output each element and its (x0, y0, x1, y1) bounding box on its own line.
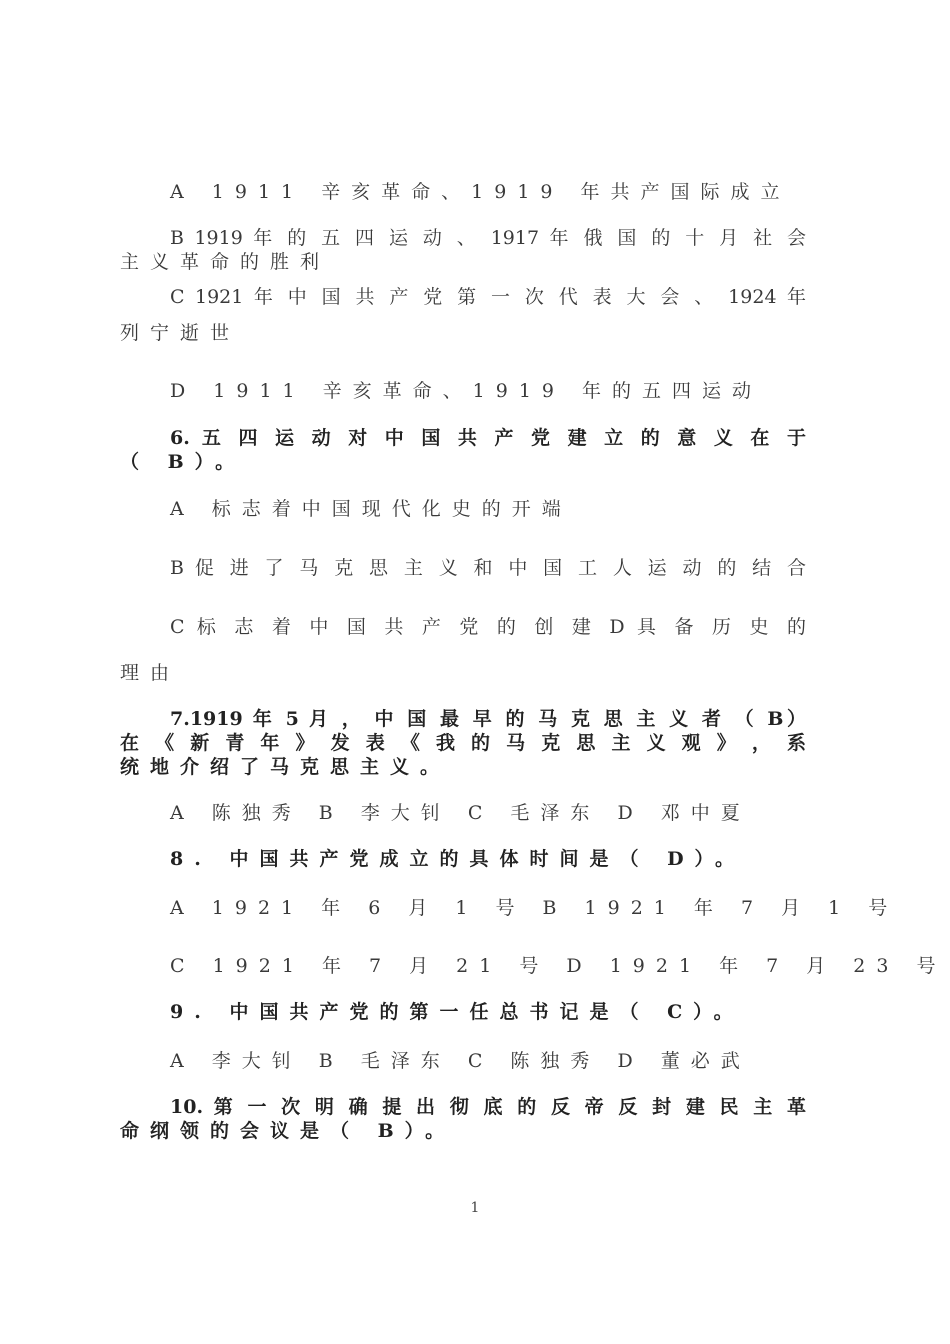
question-9: 9. 中国共产党的第一任总书记是（ C）。 (170, 1001, 744, 1023)
question-6: 6. 五 四 运 动 对 中 国 共 产 党 建 立 的 意 义 在 于 (170, 427, 806, 449)
question-6-cont: （ B）。 (120, 451, 246, 473)
option-6d-cont: 理由 (120, 662, 181, 684)
question-8: 8. 中国共产党成立的具体时间是（ D）。 (170, 848, 746, 870)
option-5c-cont: 列宁逝世 (120, 322, 241, 344)
question-10-cont: 命纲领的会议是（ B）。 (120, 1120, 456, 1142)
options-7: A 陈独秀 B 李大钊 C 毛泽东 D 邓中夏 (170, 802, 751, 824)
option-5c: C 1921 年 中 国 共 产 党 第 一 次 代 表 大 会 、 1924 年 (170, 286, 806, 308)
option-5b-cont: 主义革命的胜利 (120, 251, 331, 273)
options-8-cd: C 1921 年 7 月 21 号 D 1921 年 7 月 23 号 (170, 955, 947, 977)
option-5b: B 1919 年 的 五 四 运 动 、 1917 年 俄 国 的 十 月 社 会 (170, 227, 806, 249)
option-6c-6d: C 标 志 着 中 国 共 产 党 的 创 建 D 具 备 历 史 的 (170, 616, 806, 638)
question-7: 7.1919 年 5 月 ， 中 国 最 早 的 马 克 思 主 义 者 （ B） (170, 708, 806, 730)
option-5d: D 1911 辛亥革命、1919 年的五四运动 (170, 380, 763, 402)
option-6b: B 促 进 了 马 克 思 主 义 和 中 国 工 人 运 动 的 结 合 (170, 557, 806, 579)
option-5a: A 1911 辛亥革命、1919 年共产国际成立 (170, 181, 791, 203)
option-6a: A 标志着中国现代化史的开端 (170, 498, 572, 520)
question-7-cont-1: 在 《 新 青 年 》 发 表 《 我 的 马 克 思 主 义 观 》 ， 系 (120, 732, 806, 754)
options-8-ab: A 1921 年 6 月 1 号 B 1921 年 7 月 1 号 (170, 897, 899, 919)
question-10: 10. 第 一 次 明 确 提 出 彻 底 的 反 帝 反 封 建 民 主 革 (170, 1096, 806, 1118)
options-9: A 李大钊 B 毛泽东 C 陈独秀 D 董必武 (170, 1050, 751, 1072)
question-7-cont-2: 统地介绍了马克思主义。 (120, 756, 451, 778)
page-number: 1 (470, 1200, 480, 1216)
